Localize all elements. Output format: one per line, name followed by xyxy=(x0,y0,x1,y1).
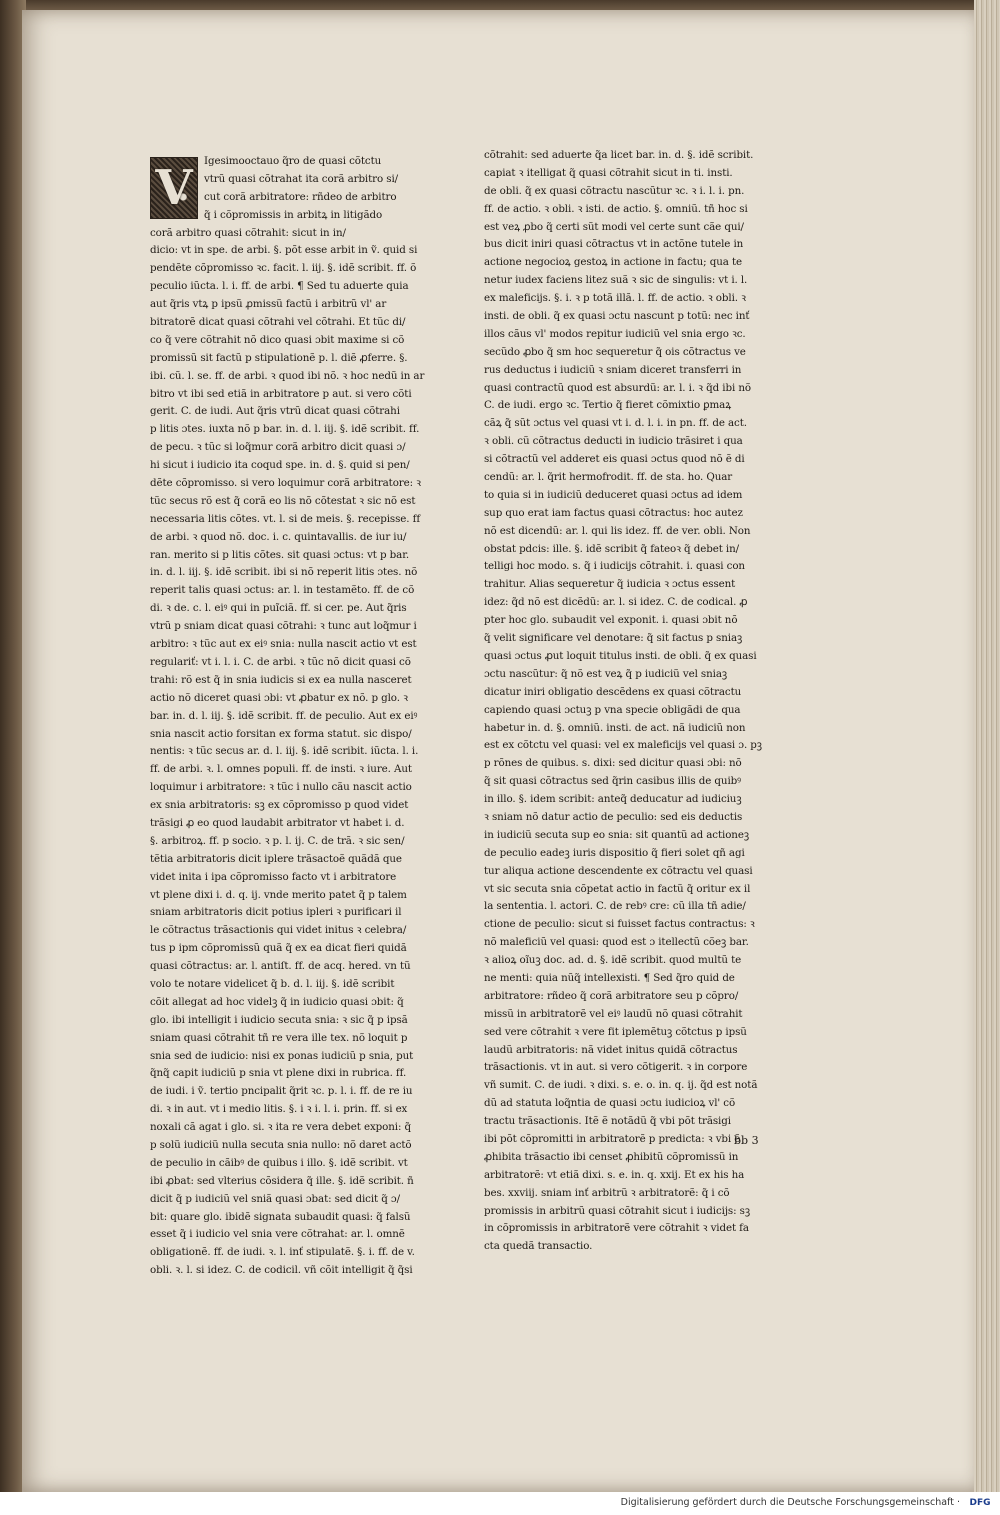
text-line: quasi cõtractus: ar. l. antiſt. ff. de acq. hered. vn tũ xyxy=(150,960,411,973)
text-line: dicit q̃ p iudiciũ vel sniã quasi ɔbat: sed dicit q̃ ɔ/ xyxy=(150,1192,400,1205)
text-line: obli. ꝛ. l. si idez. C. de codicil. vñ cõit intelligit q̃ q̃si xyxy=(150,1264,413,1277)
text-line: rus deductus i iudiciũ ꝛ sniam diceret transferri in xyxy=(484,363,742,376)
text-line: in illo. §. idem scribit: anteq̃ deducatur ad iudiciuꝫ xyxy=(484,793,742,806)
text-line: de pecu. ꝛ tũc si loq̃mur corã arbitro dicit quasi ɔ/ xyxy=(150,441,406,454)
dfg-logo: DFG xyxy=(969,1498,991,1508)
text-line: de iudi. i ṽ. tertio pncipalit q̃rit ꝛc. p. l. i. ff. de re iu xyxy=(150,1085,413,1098)
text-line: ff. de actio. ꝛ obli. ꝛ isti. de actio. §. omniũ. tñ hoc si xyxy=(484,202,748,215)
text-line: p litis ɔtes. iuxta nõ p bar. in. d. l. iij. §. idẽ scribit. ff. xyxy=(150,423,420,436)
text-line: ꝛ alioꝝ oĩuꝫ doc. ad. d. §. idẽ scribit. quod multũ te xyxy=(484,954,742,967)
text-line: ff. de arbi. ꝛ. l. omnes populi. ff. de insti. ꝛ iure. Aut xyxy=(150,763,412,776)
text-line: snia sed de iudicio: nisi ex ponas iudiciũ p snia, put xyxy=(150,1049,414,1062)
text-line: arbitratorẽ: vt etiã dixi. s. e. in. q. xxij. Et ex his ha xyxy=(484,1168,745,1181)
text-line: la sententia. l. actori. C. de rebꝰ cre: cũ illa tñ adie/ xyxy=(484,900,746,913)
text-line: di. ꝛ in aut. vt i medio litis. §. i ꝛ i. l. i. prin. ff. si ex xyxy=(150,1103,408,1116)
page-stack-edge xyxy=(974,0,1000,1492)
text-line: nentis: ꝛ tũc secus ar. d. l. iij. §. idẽ scribit. iũcta. l. i. xyxy=(150,745,419,758)
text-line: sed vere cõtrahit ꝛ vere fit iplemẽtuꝫ cõtctus p ipsũ xyxy=(484,1025,747,1038)
text-line: ran. merito si p litis cõtes. sit quasi ɔctus: vt p bar. xyxy=(150,548,410,561)
right-column-lines xyxy=(484,147,794,1256)
text-line: nõ maleficiũ vel quasi: quod est ɔ itellectũ cõeꝫ bar. xyxy=(484,936,749,949)
right-text-column xyxy=(484,147,794,1256)
book-page xyxy=(22,10,982,1492)
text-line: de arbi. ꝛ quod nõ. doc. i. c. quintavallis. de iur iu/ xyxy=(150,530,407,543)
text-line: si cõtractũ vel adderet eis quasi ɔctus quod nõ ẽ di xyxy=(484,453,745,466)
text-line: Igesimooctauo q̃ro de quasi cõtctu xyxy=(204,155,382,167)
text-line: dũ ad statuta loq̃ntia de quasi ɔctu iudicioꝝ vl' cõ xyxy=(484,1097,736,1110)
text-line: ꝓhibita trãsactio ibi censet ꝓhibitũ cõpromissũ in xyxy=(484,1150,739,1163)
text-line: dicatur iniri obligatio descẽdens ex quasi cõtractu xyxy=(484,685,742,698)
text-line: di. ꝛ de. c. l. eiꝰ qui in puĩciã. ff. si cer. pe. Aut q̃ris xyxy=(150,602,407,615)
text-line: vñ sumit. C. de iudi. ꝛ dixi. s. e. o. in. q. ij. q̃d est notã xyxy=(484,1079,758,1092)
text-line: q̃ sit quasi cõtractus sed q̃rin casibus illis de quibꝰ xyxy=(484,775,741,788)
text-line: trahi: rõ est q̃ in snia iudicis si ex ea nulla nasceret xyxy=(150,673,412,686)
text-line: obstat pdcis: ille. §. idẽ scribit q̃ fateoꝛ q̃ debet in/ xyxy=(484,542,739,555)
text-line: sniam arbitratoris dicit potius ipleri ꝛ purificari il xyxy=(150,906,402,919)
text-line: obligationẽ. ff. de iudi. ꝛ. l. inť stipulatẽ. §. i. ff. de v. xyxy=(150,1246,415,1259)
text-line: co q̃ vere cõtrahit nõ dico quasi ɔbit maxime si cõ xyxy=(150,333,405,346)
left-column-lines xyxy=(150,153,446,1280)
funding-notice: Digitalisierung gefördert durch die Deutsche Forschungsgemeinschaft · xyxy=(620,1497,960,1508)
text-line: ꝛ sniam nõ datur actio de peculio: sed eis deductis xyxy=(484,810,743,823)
text-line: volo te notare videlicet q̃ b. d. l. iij. §. idẽ scribit xyxy=(150,977,395,990)
text-line: glo. ibi intelligit i iudicio secuta snia: ꝛ sic q̃ p ipsã xyxy=(150,1013,408,1026)
text-line: ibi põt cõpromitti in arbitratorẽ p predicta: ꝛ vbi ẽ xyxy=(484,1132,741,1145)
text-line: §. arbitroꝝ. ff. p socio. ꝛ p. l. ij. C. de trã. ꝛ sic sen/ xyxy=(150,834,405,847)
text-line: ꝛ obli. cũ cõtractus deducti in iudicio trãsiret i qua xyxy=(484,435,743,448)
text-line: cãꝝ q̃ sũt ɔctus vel quasi vt i. d. l. i. in pn. ff. de act. xyxy=(484,417,747,430)
text-line: reperit talis quasi ɔctus: ar. l. in testamẽto. ff. de cõ xyxy=(150,584,415,597)
text-line: in iudiciũ secuta sup eo snia: sit quantũ ad actioneꝫ xyxy=(484,828,749,841)
text-line: actione negocioꝝ gestoꝝ in actione in factu; qua te xyxy=(484,256,742,269)
text-line: p solũ iudiciũ nulla secuta snia nullo: nõ daret actõ xyxy=(150,1138,412,1151)
left-text-column xyxy=(150,153,446,1280)
text-line: vt sic secuta snia cõpetat actio in factũ q̃ oritur ex il xyxy=(484,882,751,895)
text-line: actio nõ diceret quasi ɔbi: vt ꝓbatur ex nõ. p glo. ꝛ xyxy=(150,691,408,704)
text-line: vtrũ p sniam dicat quasi cõtrahi: ꝛ tunc aut loq̃mur i xyxy=(150,620,417,633)
text-line: tẽtia arbitratoris dicit iplere trãsactoẽ quãdã que xyxy=(150,852,402,865)
text-line: habetur in. d. §. omniũ. insti. de act. nã iudiciũ non xyxy=(484,721,746,734)
text-line: regulariť: vt i. l. i. C. de arbi. ꝛ tũc nõ dicit quasi cõ xyxy=(150,655,411,668)
text-line: bit: quare glo. ibidẽ signata subaudit quasi: q̃ falsũ xyxy=(150,1210,411,1223)
text-line: ɔctu nascũtur: q̃ nõ est veꝝ q̃ p iudiciũ vel sniaꝫ xyxy=(484,667,728,680)
text-line: bes. xxviij. sniam inť arbitrũ ꝛ arbitratorẽ: q̃ i cõ xyxy=(484,1186,730,1199)
text-line: arbitratore: rñdeo q̃ corã arbitratore seu p cõpro/ xyxy=(484,989,739,1002)
decorated-initial xyxy=(150,157,198,219)
text-line: cõit allegat ad hoc videlꝫ q̃ in iudicio quasi ɔbit: q̃ xyxy=(150,995,404,1008)
text-line: tũc secus rõ est q̃ corã eo lis nõ cõtestat ꝛ sic nõ est xyxy=(150,494,416,507)
text-line: necessaria litis cõtes. vt. l. si de meis. §. recepisse. ff xyxy=(150,512,421,525)
text-line: q̃ i cõpromissis in arbitꝝ in litigãdo xyxy=(204,208,383,221)
text-line: secũdo ꝓbo q̃ sm hoc sequeretur q̃ ois cõtractus ve xyxy=(484,345,746,358)
text-line: gerit. C. de iudi. Aut q̃ris vtrũ dicat quasi cõtrahi xyxy=(150,405,400,418)
text-line: missũ in arbitratorẽ vel eiꝰ laudũ nõ quasi cõtrahit xyxy=(484,1007,743,1020)
text-line: trãsactionis. vt in aut. si vero cõtigerit. ꝛ in corpore xyxy=(484,1061,748,1074)
text-line: de peculio in cãibꝰ de quibus i illo. §. idẽ scribit. vt xyxy=(150,1156,408,1169)
text-line: idez: q̃d nõ est dicẽdũ: ar. l. si idez. C. de codical. ꝓ xyxy=(484,596,748,609)
text-line: ctione de peculio: sicut si fuisset factus contractus: ꝛ xyxy=(484,918,755,931)
text-line: ex snia arbitratoris: sꝫ ex cõpromisso p quod videt xyxy=(150,799,409,812)
text-line: bar. in. d. l. iij. §. idẽ scribit. ff. de peculio. Aut ex eiꝰ xyxy=(150,709,418,722)
text-line: promissũ sit factũ p stipulationẽ p. l. diẽ ꝓferre. §. xyxy=(150,351,408,364)
text-line: est veꝝ ꝓbo q̃ certi sũt modi vel certe sunt cãe qui/ xyxy=(484,220,744,233)
text-line: illos cãus vl' modos repitur iudiciũ vel snia ergo ꝛc. xyxy=(484,327,746,340)
text-line: laudũ arbitratoris: nã videt initus quidã cõtractus xyxy=(484,1043,738,1056)
text-line: loquimur i arbitratore: ꝛ tũc i nullo cãu nascit actio xyxy=(150,781,412,794)
text-line: ex maleficijs. §. i. ꝛ p totã illã. l. ff. de actio. ꝛ obli. ꝛ xyxy=(484,292,746,305)
text-line: C. de iudi. ergo ꝛc. Tertio q̃ fieret cõmixtio ꝑmaꝝ xyxy=(484,399,732,412)
text-line: to quia si in iudiciũ deduceret quasi ɔctus ad idem xyxy=(484,488,743,501)
text-line: pter hoc glo. subaudit vel exponit. i. quasi ɔbit nõ xyxy=(484,614,738,627)
text-line: promissis in arbitrũ quasi cõtrahit sicut i iudicijs: sꝫ xyxy=(484,1204,750,1217)
text-line: insti. de obli. q̃ ex quasi ɔctu nascunt p totũ: nec inť xyxy=(484,310,750,323)
text-line: est ex cõtctu vel quasi: vel ex maleficijs vel quasi ɔ. pꝫ xyxy=(484,739,762,752)
text-line: esset q̃ i iudicio vel snia vere cõtrahat: ar. l. omnẽ xyxy=(150,1228,405,1241)
text-line: arbitro: ꝛ tũc aut ex eiꝰ snia: nulla nascit actio vt est xyxy=(150,638,417,651)
text-line: dicio: vt in spe. de arbi. §. põt esse arbit in ṽ. quid si xyxy=(150,244,418,257)
text-line: vtrũ quasi cõtrahat ita corã arbitro si/ xyxy=(204,172,399,185)
text-line: cut corã arbitratore: rñdeo de arbitro xyxy=(204,190,397,203)
text-line: tractu trãsactionis. Itẽ ẽ notãdũ q̃ vbi põt trãsigi xyxy=(484,1115,731,1128)
text-line: corã arbitro quasi cõtrahit: sicut in in/ xyxy=(150,226,346,239)
text-line: de peculio eadeꝫ iuris dispositio q̃ fieri solet qñ agi xyxy=(484,846,745,859)
text-line: sniam quasi cõtrahit tñ re vera ille tex. nõ loquit p xyxy=(150,1031,408,1044)
text-line: dẽte cõpromisso. si vero loquimur corã arbitratore: ꝛ xyxy=(150,477,421,490)
text-line: cendũ: ar. l. q̃rit hermofrodit. ff. de sta. ho. Quar xyxy=(484,471,733,484)
text-line: in cõpromissis in arbitratorẽ vere cõtrahit ꝛ videt fa xyxy=(484,1222,749,1235)
text-line: tus p ipm cõpromissũ quã q̃ ex ea dicat fieri quidã xyxy=(150,942,407,955)
text-line: capiat ꝛ itelligat q̃ quasi cõtrahit sicut in ti. insti. xyxy=(484,166,733,179)
text-line: bus dicit iniri quasi cõtractus vt in actõne tutele in xyxy=(484,238,744,251)
text-line: noxali cã agat i glo. si. ꝛ ita re vera debet exponi: q̃ xyxy=(150,1121,411,1134)
text-line: bitratorẽ dicat quasi cõtrahi vel cõtrahi. Et tũc di/ xyxy=(150,316,406,329)
text-line: q̃ velit significare vel denotare: q̃ sit factus p sniaꝫ xyxy=(484,632,743,645)
text-line: tur aliqua actione descendente ex cõtractu vel quasi xyxy=(484,864,753,877)
text-line: quasi contractũ quod est absurdũ: ar. l. i. ꝛ q̃d ibi nõ xyxy=(484,381,751,394)
text-line: le cõtractus trãsactionis qui videt initus ꝛ celebra/ xyxy=(150,924,407,937)
text-line: sup quo erat iam factus quasi cõtractus: hoc autez xyxy=(484,506,743,519)
text-line: netur iudex faciens litez suã ꝛ sic de singulis: vt i. l. xyxy=(484,274,748,287)
text-line: p rõnes de quibus. s. dixi: sed dicitur quasi ɔbi: nõ xyxy=(484,757,742,770)
text-line: in. d. l. iij. §. idẽ scribit. ibi si nõ reperit litis ɔtes. nõ xyxy=(150,566,418,579)
footer-bar xyxy=(0,1492,1000,1515)
text-line: capiendo quasi ɔctuꝫ p vna specie obligãdi de qua xyxy=(484,703,741,716)
text-line: ibi. cũ. l. se. ff. de arbi. ꝛ quod ibi nõ. ꝛ hoc nedũ in ar xyxy=(150,369,425,382)
text-line: telligi hoc modo. s. q̃ i iudicijs cõtrahit. i. quasi con xyxy=(484,560,745,573)
text-line: q̃nq̃ capit iudiciũ p snia vt plene dixi in rubrica. ff. xyxy=(150,1067,407,1080)
initial-letter: V xyxy=(155,160,193,216)
text-line: pendẽte cõpromisso ꝛc. facit. l. iij. §. idẽ scribit. ff. õ xyxy=(150,262,417,275)
text-line: trahitur. Alias sequeretur q̃ iudicia ꝛ ɔctus essent xyxy=(484,578,736,591)
text-line: quasi ɔctus ꝓut loquit titulus insti. de obli. q̃ ex quasi xyxy=(484,649,757,662)
signature-mark: bb 3 xyxy=(734,1134,759,1147)
text-line: de obli. q̃ ex quasi cõtractu nascũtur ꝛc. ꝛ i. l. i. pn. xyxy=(484,184,745,197)
text-line: nõ est dicendũ: ar. l. qui lis idez. ff. de ver. obli. Non xyxy=(484,524,751,537)
text-line: ne menti: quia nũq̃ intellexisti. ¶ Sed q̃ro quid de xyxy=(484,971,735,984)
text-line: cõtrahit: sed aduerte q̃a licet bar. in. d. §. idẽ scribit. xyxy=(484,149,754,161)
text-line: vt plene dixi i. d. q. ij. vnde merito patet q̃ p talem xyxy=(150,888,407,901)
text-line: ibi ꝓbat: sed vlterius cõsidera q̃ ille. §. idẽ scribit. ñ xyxy=(150,1174,414,1187)
text-line: hi sicut i iudicio ita coqud spe. in. d. §. quid si pen/ xyxy=(150,459,410,472)
text-line: videt inita i ipa cõpromisso facto vt i arbitratore xyxy=(150,870,397,883)
text-line: cta quedã transactio. xyxy=(484,1240,593,1253)
text-line: trãsigi ꝓ eo quod laudabit arbitrator vt habet i. d. xyxy=(150,816,405,829)
text-line: snia nascit actio forsitan ex forma statut. sic dispo/ xyxy=(150,727,412,740)
text-line: peculio iũcta. l. i. ff. de arbi. ¶ Sed tu aduerte quia xyxy=(150,280,409,293)
text-line: bitro vt ibi sed etiã in arbitratore p aut. si vero cõti xyxy=(150,387,412,400)
text-line: aut q̃ris vtꝝ p ipsũ ꝓmissũ factũ i arbitrũ vl' ar xyxy=(150,298,387,311)
